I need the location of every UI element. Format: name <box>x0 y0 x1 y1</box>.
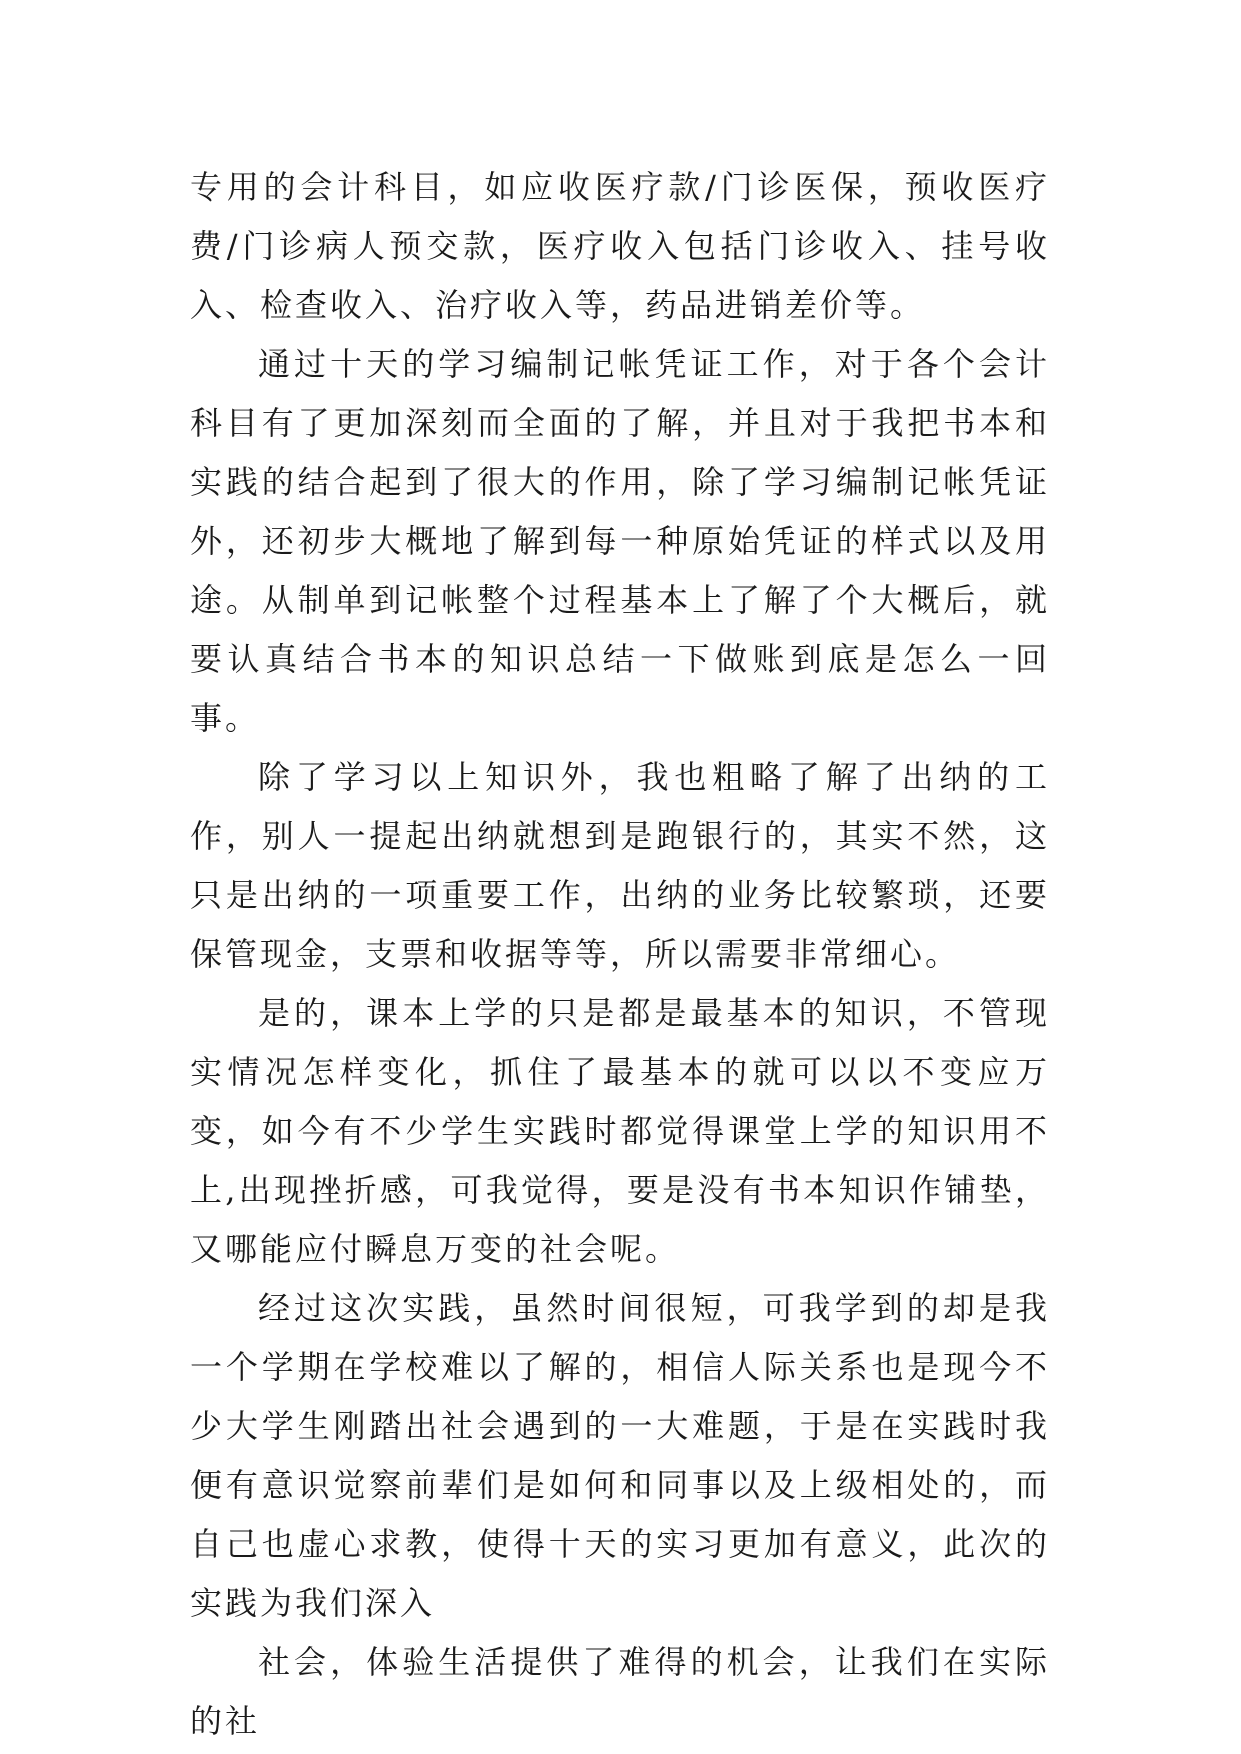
paragraph-4: 是的，课本上学的只是都是最基本的知识，不管现实情况怎样变化，抓住了最基本的就可以以不变应万变，如今有不少学生实践时都觉得课堂上学的知识用不上,出现挫折感，可我觉得，要是没有书本知识作铺垫，又哪能应付瞬息万变的社会呢。 <box>190 994 1050 1268</box>
paragraph-5: 经过这次实践，虽然时间很短，可我学到的却是我一个学期在学校难以了解的，相信人际关系也是现今不少大学生刚踏出社会遇到的一大难题，于是在实践时我便有意识觉察前辈们是如何和同事以及上级相处的，而自己也虚心求教，使得十天的实习更加有意义，此次的实践为我们深入 <box>190 1289 1050 1622</box>
paragraph-3: 除了学习以上知识外，我也粗略了解了出纳的工作，别人一提起出纳就想到是跑银行的，其实不然，这只是出纳的一项重要工作，出纳的业务比较繁琐，还要保管现金，支票和收据等等，所以需要非常细心。 <box>190 758 1050 973</box>
document-body <box>190 158 1050 1751</box>
paragraph-2: 通过十天的学习编制记帐凭证工作，对于各个会计科目有了更加深刻而全面的了解，并且对于我把书本和实践的结合起到了很大的作用，除了学习编制记帐凭证外，还初步大概地了解到每一种原始凭证的样式以及用途。从制单到记帐整个过程基本上了解了个大概后，就要认真结合书本的知识总结一下做账到底是怎么一回事。 <box>190 345 1050 737</box>
paragraph-6: 社会，体验生活提供了难得的机会，让我们在实际的社 <box>190 1643 1050 1740</box>
paragraph-1: 专用的会计科目，如应收医疗款/门诊医保，预收医疗费/门诊病人预交款，医疗收入包括门诊收入、挂号收入、检查收入、治疗收入等，药品进销差价等。 <box>190 168 1050 324</box>
